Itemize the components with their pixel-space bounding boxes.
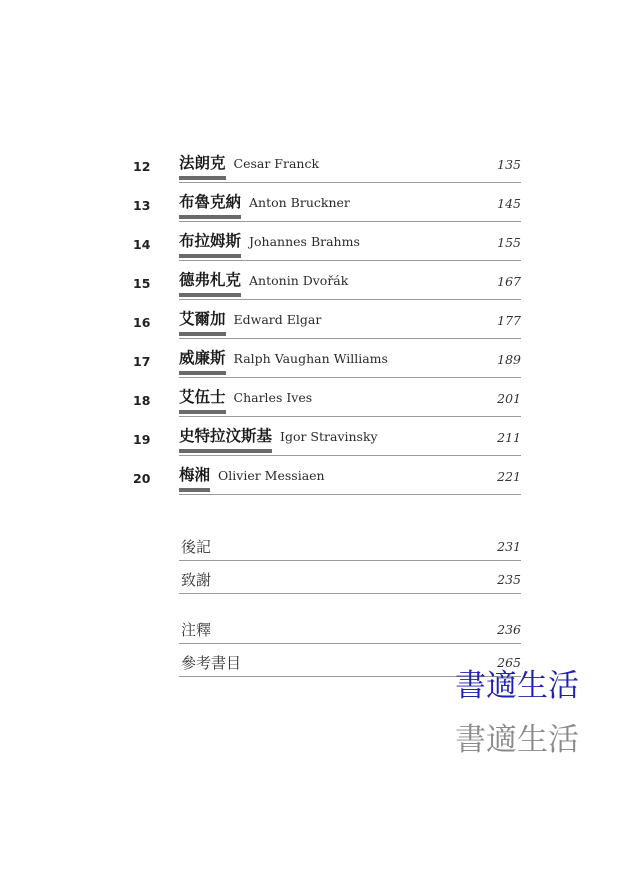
section-label: 致謝: [181, 571, 212, 589]
chapter-title-en: Cesar Franck: [233, 156, 320, 171]
chapter-number: 13: [133, 198, 151, 213]
toc-entry: [179, 191, 521, 222]
page-number: 235: [497, 572, 521, 587]
chapter-title-en: Antonin Dvořák: [249, 273, 349, 288]
watermark-blue: 書適生活: [455, 668, 579, 704]
toc-entry: [179, 464, 521, 495]
section-label: 後記: [181, 538, 212, 556]
chapter-title-zh: 布拉姆斯: [179, 230, 241, 258]
page-number: 265: [497, 655, 521, 670]
chapter-title-zh: 梅湘: [179, 464, 210, 492]
toc-row-chapter-19[interactable]: [0, 425, 623, 455]
chapter-title-zh: 威廉斯: [179, 347, 226, 375]
toc-row-chapter-18[interactable]: [0, 386, 623, 416]
toc-entry: [179, 308, 521, 339]
chapter-title-zh: 法朗克: [179, 152, 226, 180]
toc-entry: [179, 230, 521, 261]
section-label: 注釋: [181, 621, 212, 639]
chapter-title-en: Charles Ives: [233, 390, 313, 405]
chapter-number: 20: [133, 471, 151, 486]
chapter-title-en: Anton Bruckner: [249, 195, 350, 210]
chapter-title-zh: 艾爾加: [179, 308, 226, 336]
page-number: 135: [497, 157, 521, 172]
toc-entry: [179, 425, 521, 456]
toc-row-chapter-12[interactable]: [0, 152, 623, 182]
chapter-title-en: Olivier Messiaen: [218, 468, 325, 483]
chapter-number: 16: [133, 315, 151, 330]
toc-entry: [179, 152, 521, 183]
page-number: 221: [497, 469, 521, 484]
toc-row-chapter-17[interactable]: [0, 347, 623, 377]
toc-entry: [179, 347, 521, 378]
section-label: 參考書目: [181, 654, 242, 672]
chapter-title-en: Edward Elgar: [233, 312, 322, 327]
page-number: 201: [497, 391, 521, 406]
chapter-number: 19: [133, 432, 151, 447]
page-number: 231: [497, 539, 521, 554]
page-number: 236: [497, 622, 521, 637]
chapter-number: 14: [133, 237, 151, 252]
toc-entry: [179, 386, 521, 417]
page-number: 211: [497, 430, 521, 445]
chapter-number: 15: [133, 276, 151, 291]
chapter-title-zh: 史特拉汶斯基: [179, 425, 272, 453]
chapter-title-en: Igor Stravinsky: [280, 429, 378, 444]
chapter-title-zh: 德弗札克: [179, 269, 241, 297]
chapter-number: 18: [133, 393, 151, 408]
toc-entry: [179, 269, 521, 300]
toc-row-afterword[interactable]: [179, 534, 521, 561]
page-number: 155: [497, 235, 521, 250]
chapter-title-zh: 布魯克納: [179, 191, 241, 219]
chapter-number: 17: [133, 354, 151, 369]
toc-row-chapter-20[interactable]: [0, 464, 623, 494]
chapter-title-zh: 艾伍士: [179, 386, 226, 414]
chapter-title-en: Ralph Vaughan Williams: [233, 351, 388, 366]
watermark-gray: 書適生活: [455, 722, 579, 758]
page-number: 177: [497, 313, 521, 328]
chapter-number: 12: [133, 159, 151, 174]
toc-row-notes[interactable]: [179, 617, 521, 644]
toc-row-acknowledgements[interactable]: [179, 567, 521, 594]
toc-row-chapter-13[interactable]: [0, 191, 623, 221]
page-number: 145: [497, 196, 521, 211]
toc-row-chapter-15[interactable]: [0, 269, 623, 299]
toc-row-chapter-16[interactable]: [0, 308, 623, 338]
page-number: 189: [497, 352, 521, 367]
toc-row-chapter-14[interactable]: [0, 230, 623, 260]
chapter-title-en: Johannes Brahms: [249, 234, 360, 249]
page-number: 167: [497, 274, 521, 289]
